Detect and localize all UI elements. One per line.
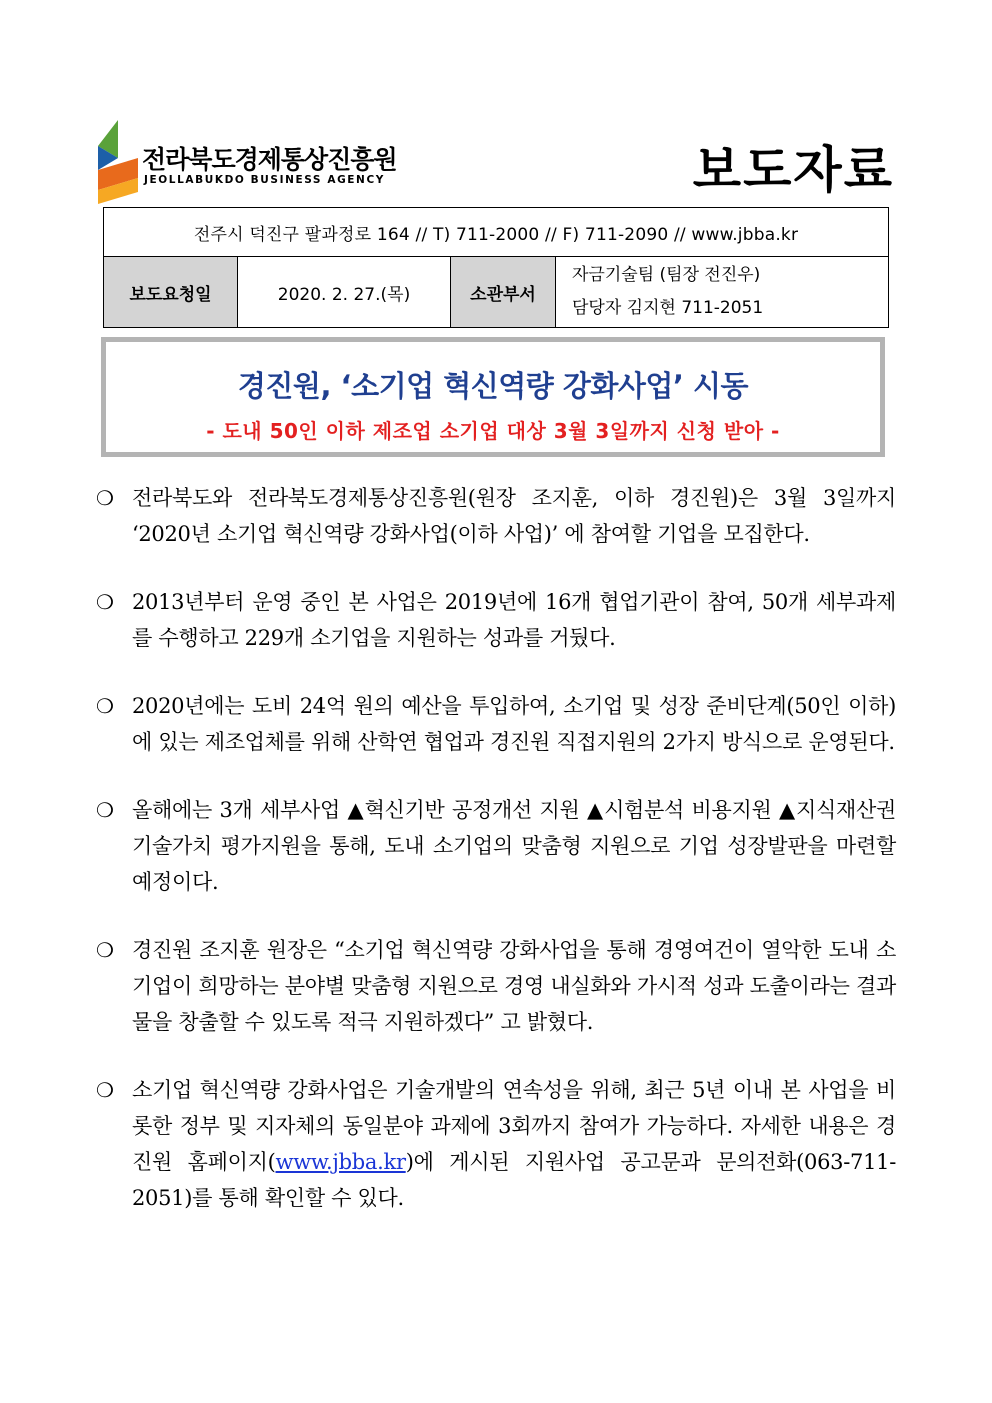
paragraph-3 (96, 688, 896, 760)
homepage-link[interactable]: www.jbba.kr (275, 1150, 406, 1174)
paragraph-6 (96, 1072, 896, 1216)
logo-mark-icon (96, 118, 140, 206)
department-team: 자금기술팀 (팀장 전진우) (572, 265, 761, 285)
bullet-circle-icon: ❍ (96, 1078, 114, 1102)
bullet-circle-icon: ❍ (96, 938, 114, 962)
agency-logo (96, 118, 426, 206)
press-info-table (103, 207, 889, 328)
logo-org-name: 전라북도경제통상진흥원 (142, 145, 397, 174)
paragraph-1 (96, 480, 896, 552)
release-date-label: 보도요청일 (104, 257, 238, 328)
paragraph-6-text-after: )에 게시된 지원사업 공고문과 문의전화(063-711-2051)를 통해 확인할 수 있다. (132, 1150, 896, 1210)
document-type-title: 보도자료 (692, 141, 894, 199)
article-body (96, 480, 896, 1216)
document-header (96, 118, 896, 210)
paragraph-2-text: 2013년부터 운영 중인 본 사업은 2019년에 16개 협업기관이 참여, 50개 세부과제를 수행하고 229개 소기업을 지원하는 성과를 거뒀다. (132, 590, 896, 650)
bullet-circle-icon: ❍ (96, 486, 114, 510)
paragraph-5 (96, 932, 896, 1040)
paragraph-4 (96, 792, 896, 900)
bullet-circle-icon: ❍ (96, 590, 114, 614)
paragraph-6-text-before: 소기업 혁신역량 강화사업은 기술개발의 연속성을 위해, 최근 5년 이내 본 사업을 비롯한 정부 및 지자체의 동일분야 과제에 3회까지 참여가 가능하다. 자세한 내용은 경진원 홈페이지( (132, 1078, 896, 1174)
department-contact: 담당자 김지현 711-2051 (572, 298, 764, 318)
paragraph-1-text: 전라북도와 전라북도경제통상진흥원(원장 조지훈, 이하 경진원)은 3월 3일까지 ‘2020년 소기업 혁신역량 강화사업(이하 사업)’ 에 참여할 기업을 모집한다. (132, 486, 896, 546)
department-label: 소관부서 (451, 257, 556, 328)
logo-org-name-en: JEOLLABUKDO BUSINESS AGENCY (144, 174, 385, 186)
paragraph-3-text: 2020년에는 도비 24억 원의 예산을 투입하여, 소기업 및 성장 준비단계(50인 이하)에 있는 제조업체를 위해 산학연 협업과 경진원 직접지원의 2가지 방식으로 운영된다. (132, 694, 896, 754)
headline-title: 경진원, ‘소기업 혁신역량 강화사업’ 시동 (237, 369, 749, 403)
headline-box (101, 337, 885, 457)
paragraph-4-text: 올해에는 3개 세부사업 ▲혁신기반 공정개선 지원 ▲시험분석 비용지원 ▲지식재산권 기술가치 평가지원을 통해, 도내 소기업의 맞춤형 지원으로 기업 성장발판을 마련할 예정이다. (132, 798, 896, 894)
release-date-value: 2020. 2. 27.(목) (238, 257, 451, 328)
paragraph-5-text: 경진원 조지훈 원장은 “소기업 혁신역량 강화사업을 통해 경영여건이 열악한 도내 소기업이 희망하는 분야별 맞춤형 지원으로 경영 내실화와 가시적 성과 도출이라는 결과물을 창출할 수 있도록 적극 지원하겠다” 고 밝혔다. (132, 938, 896, 1034)
bullet-circle-icon: ❍ (96, 694, 114, 718)
address-contact-line: 전주시 덕진구 팔과정로 164 // T) 711-2000 // F) 711-2090 // www.jbba.kr (104, 208, 889, 257)
bullet-circle-icon: ❍ (96, 798, 114, 822)
paragraph-2 (96, 584, 896, 656)
department-info (556, 257, 889, 328)
headline-subtitle: - 도내 50인 이하 제조업 소기업 대상 3월 3일까지 신청 받아 - (206, 419, 780, 443)
